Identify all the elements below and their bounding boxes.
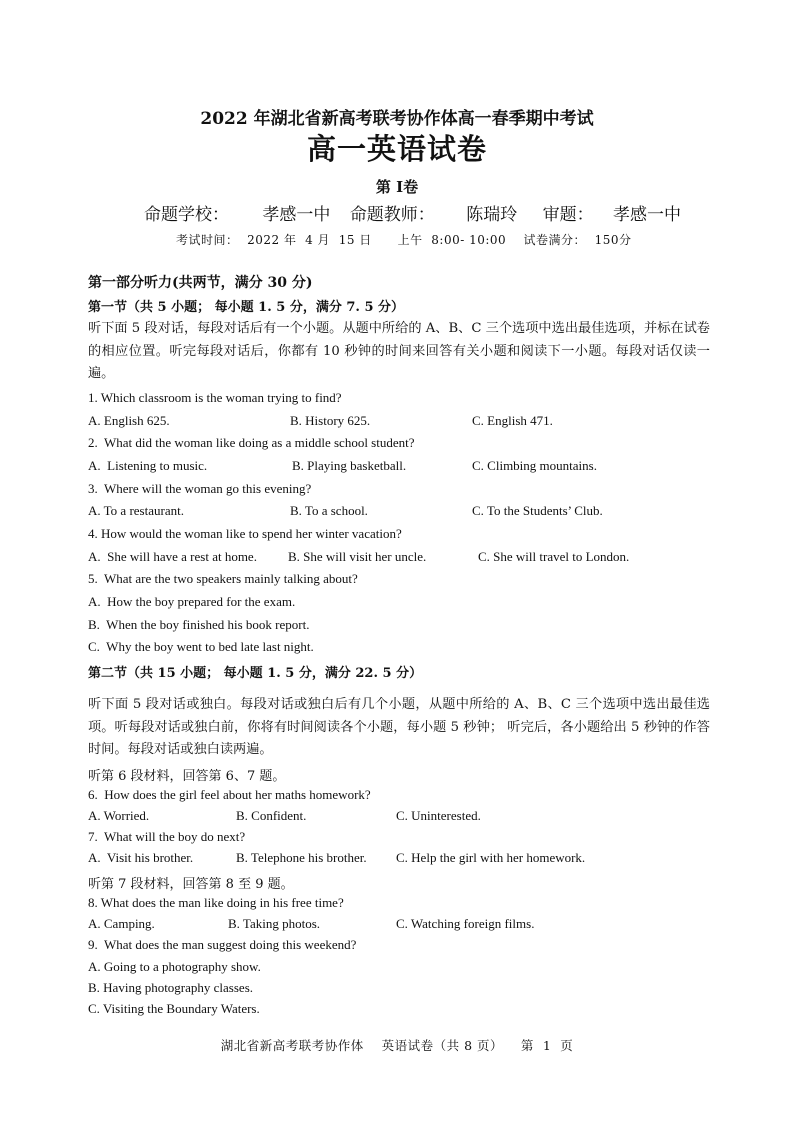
question-8: 8. What does the man like doing in his free time? <box>88 895 344 910</box>
question-1: 1. Which classroom is the woman trying to find? <box>88 390 342 405</box>
question-9: 9. What does the man suggest doing this weekend? <box>88 937 357 952</box>
q5-option-b: B. When the boy finished his book report. <box>88 617 310 632</box>
section1-heading: 第一节（共 5 小题； 每小题 1. 5 分，满分 7. 5 分） <box>88 300 405 315</box>
part1-heading: 第一部分听力(共两节，满分 30 分) <box>88 275 313 291</box>
q6-option-c: C. Uninterested. <box>396 808 481 823</box>
q3-option-a: A. To a restaurant. <box>88 503 184 518</box>
q8-option-a: A. Camping. <box>88 916 155 931</box>
q1-option-a: A. English 625. <box>88 413 170 428</box>
q3-option-c: C. To the Students’ Club. <box>472 503 603 518</box>
section2-heading: 第二节（共 15 小题； 每小题 1. 5 分，满分 22. 5 分） <box>88 666 423 681</box>
question-7: 7. What will the boy do next? <box>88 829 246 844</box>
q7-option-b: B. Telephone his brother. <box>236 850 367 865</box>
q2-option-a: A. Listening to music. <box>88 458 208 473</box>
reviewer-name: 孝感一中 <box>613 205 682 225</box>
q4-option-c: C. She will travel to London. <box>478 549 630 564</box>
q9-option-a: A. Going to a photography show. <box>88 959 261 974</box>
q8-option-b: B. Taking photos. <box>228 916 321 931</box>
q7-option-a: A. Visit his brother. <box>88 850 194 865</box>
q4-option-b: B. She will visit her uncle. <box>288 549 427 564</box>
q4-option-a: A. She will have a rest at home. <box>88 549 257 564</box>
q2-option-c: C. Climbing mountains. <box>472 458 597 473</box>
section1-instructions: 听下面 5 段对话，每段对话后有一个小题。从题中所给的 A、B、C 三个选项中选出最佳选项，并标在试卷的相应位置。听完每段对话后，你都有 10 秒钟的时间来回答有关小题和阅读下一小题。每段对话仅读一遍。 <box>88 321 710 381</box>
exam-time-info: 考试时间： 2022 年 4 月 15 日 上午 8:00- 10:00 试卷满分： 150分 <box>176 233 632 247</box>
q1-option-b: B. History 625. <box>290 413 371 428</box>
page-footer: 湖北省新高考联考协作体 英语试卷（共 8 页） 第 1 页 <box>220 1038 574 1053</box>
q5-option-a: A. How the boy prepared for the exam. <box>88 594 296 609</box>
teacher-label: 命题教师： <box>349 205 435 225</box>
volume-label: 第 I卷 <box>375 178 419 196</box>
teacher-name: 陈瑞玲 <box>466 205 518 225</box>
q6-option-a: A. Worried. <box>88 808 150 823</box>
question-5: 5. What are the two speakers mainly talking about? <box>88 571 358 586</box>
school-name: 孝感一中 <box>262 205 331 225</box>
exam-title: 2022 年湖北省新高考联考协作体高一春季期中考试 <box>200 109 594 129</box>
q9-option-c: C. Visiting the Boundary Waters. <box>88 1001 260 1016</box>
question-6: 6. How does the girl feel about her maths homework? <box>88 787 371 802</box>
q2-option-b: B. Playing basketball. <box>292 458 407 473</box>
q8-option-c: C. Watching foreign films. <box>396 916 535 931</box>
material-6-note: 听第 6 段材料，回答第 6、7 题。 <box>88 769 286 784</box>
material-7-note: 听第 7 段材料，回答第 8 至 9 题。 <box>88 877 294 892</box>
q7-option-c: C. Help the girl with her homework. <box>396 850 586 865</box>
q9-option-b: B. Having photography classes. <box>88 980 254 995</box>
authoring-info <box>144 200 681 225</box>
school-label: 命题学校： <box>144 205 229 225</box>
question-2: 2. What did the woman like doing as a middle school student? <box>88 435 415 450</box>
question-4: 4. How would the woman like to spend her winter vacation? <box>88 526 402 541</box>
q1-option-c: C. English 471. <box>472 413 553 428</box>
q3-option-b: B. To a school. <box>290 503 368 518</box>
q5-option-c: C. Why the boy went to bed late last night. <box>88 639 314 654</box>
reviewer-label: 审题： <box>542 205 594 225</box>
question-3: 3. Where will the woman go this evening? <box>88 481 312 496</box>
paper-title: 高一英语试卷 <box>306 132 487 166</box>
q6-option-b: B. Confident. <box>236 808 307 823</box>
section2-instructions: 听下面 5 段对话或独白。每段对话或独白后有几个小题，从题中所给的 A、B、C 三个选项中选出最佳选项。听每段对话或独白前，你将有时间阅读各个小题，每小题 5 秒钟； 听完后，各小题给出 5 秒钟的作答时间。每段对话或独白读两遍。 <box>88 697 710 757</box>
